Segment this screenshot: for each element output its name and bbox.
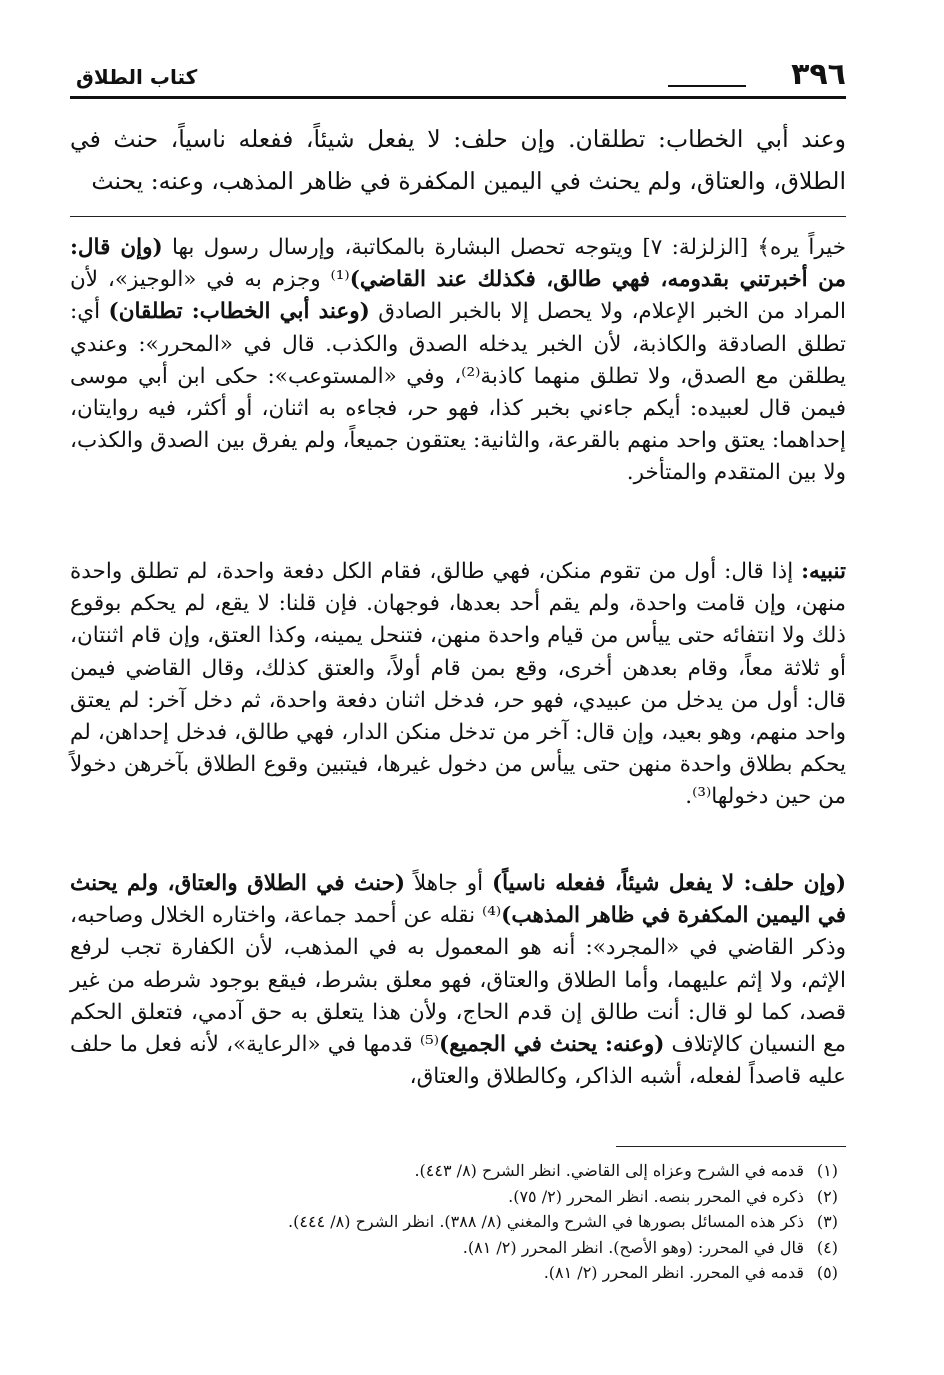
page-header — [70, 58, 846, 98]
footnote-text: قدمه في الشرح وعزاه إلى القاضي. انظر الشرح (٨/ ٤٤٣). — [414, 1161, 804, 1180]
quoted-matn: (حنث في الطلاق والعتاق، ولم يحنث في اليمين المكفرة في ظاهر المذهب) — [70, 871, 847, 929]
commentary-text: ⁽⁵⁾ قدمها في «الرعاية»، لأنه فعل ما حلف عليه قاصداً لفعله، أشبه الذاكر، وكالطلاق والعتاق، — [70, 1032, 846, 1090]
header-divider — [70, 96, 846, 99]
header-short-rule — [668, 85, 746, 87]
quoted-matn: (وعنه: يحنث في الجميع) — [439, 1032, 665, 1058]
commentary-paragraph-1 — [70, 232, 846, 490]
footnote — [70, 1209, 846, 1235]
footnote — [70, 1235, 846, 1261]
footnote-number: (٣) — [816, 1212, 838, 1232]
note-label: تنبيه: — [801, 559, 846, 584]
commentary-text: أو جاهلاً — [405, 871, 492, 896]
commentary-paragraph-3 — [70, 868, 846, 1093]
footnotes-divider — [616, 1146, 846, 1147]
commentary-text: خيراً يره﴾ [الزلزلة: ٧] ويتوجه تحصل البشارة بالمكاتبة، وإرسال رسول بها — [162, 235, 846, 260]
footnote — [70, 1184, 846, 1210]
commentary-text: أي: تطلق الصادقة والكاذبة، لأن الخبر يدخله الصدق والكذب. قال في «المحرر»: وعندي يطلقن مع الصدق، ولا تطلق منهما كاذبة⁽²⁾، وفي «المستوعب»: حكى ابن أبي موسى فيمن قال لعبيده: أيكم جاءني بخبر كذا، فهو حر، فجاءه به اثنان، أو أكثر، فيه روايتان، إحداهما: يعتق واحد منهم بالقرعة، والثانية: يعتقون جميعاً، ولم يفرق بين الصدق والكذب، ولا بين المتقدم والمتأخر. — [70, 299, 846, 486]
quoted-matn: (وعند أبي الخطاب: تطلقان) — [108, 299, 370, 325]
commentary-text: ⁽¹⁾ وجزم به في «الوجيز»، لأن المراد من الخبر الإعلام، ولا يحصل إلا بالخبر الصادق — [70, 267, 846, 325]
footnote-number: (٥) — [816, 1263, 838, 1283]
quoted-matn: (وإن حلف: لا يفعل شيئاً، ففعله ناسياً) — [491, 871, 846, 896]
commentary-text: ⁽⁴⁾ نقله عن أحمد جماعة، واختاره الخلال وصاحبه، وذكر القاضي في «المجرد»: أنه هو المعمول به في المذهب، لأن الكفارة تجب لرفع الإثم، ولا إثم عليهما، وأما الطلاق والعتاق، فهو معلق بشرط، فيقع بوجود شرطه من غير قصد، كما لو قال: أنت طالق إن قدم الحاج، ولأن هذا يتعلق به حق آدمي، فتعلق الحكم مع النسيان كالإتلاف — [70, 903, 846, 1058]
footnote-number: (١) — [816, 1161, 838, 1180]
footnote — [70, 1260, 846, 1286]
commentary-text: إذا قال: أول من تقوم منكن، فهي طالق، فقام الكل دفعة واحدة، لم تطلق واحدة منهن، وإن قامت واحدة، ولم يقم أحد بعدها، فوجهان. فإن قلنا: لا يقع، لم يحكم بوقوع ذلك ولا انتفائه حتى ييأس من قيام واحدة منهن، فتنحل يمينه، وكذا العتق، وإن قام اثنتان، أو ثلاثة معاً، وقام بعدهن أخرى، وقع بمن قام أولاً، والعتق كذلك، وقال القاضي فيمن قال: أول من يدخل من عبيدي، فهو حر، فدخل اثنان دفعة واحدة، ثم دخل آخر: لم يعتق واحد منهم، وهو بعيد، وإن قال: آخر من تدخل منكن الدار، فهي طالق، فدخل إحداهن، لم يحكم بطلاق واحدة منهن حتى ييأس من دخول غيرها، فيتبين وقوع الطلاق بآخرهن دخولاً من حين دخولها⁽³⁾. — [70, 559, 846, 810]
commentary-paragraph-2 — [70, 556, 846, 814]
quoted-matn: (وإن قال: من أخبرتني بقدومه، فهي طالق، فكذلك عند القاضي) — [70, 235, 846, 293]
footnote — [70, 1158, 846, 1184]
matn-text: وعند أبي الخطاب: تطلقان. وإن حلف: لا يفعل شيئاً، ففعله ناسياً، حنث في الطلاق، والعتاق، ولم يحنث في اليمين المكفرة في ظاهر المذهب، وعنه: يحنث — [70, 125, 846, 195]
footnote-text: ذكر هذه المسائل بصورها في الشرح والمغني (٨/ ٣٨٨). انظر الشرح (٨/ ٤٤٤). — [288, 1212, 804, 1232]
footnote-text: ذكره في المحرر بنصه. انظر المحرر (٢/ ٧٥). — [508, 1186, 804, 1206]
running-title: كتاب الطلاق — [76, 65, 198, 89]
footnote-text: قدمه في المحرر. انظر المحرر (٢/ ٨١). — [543, 1263, 804, 1283]
footnote-number: (٤) — [816, 1237, 838, 1257]
footnote-text: قال في المحرر: (وهو الأصح). انظر المحرر (٢/ ٨١). — [462, 1237, 804, 1257]
page-number: ٣٩٦ — [791, 57, 846, 92]
footnote-number: (٢) — [816, 1186, 838, 1206]
matn-divider — [70, 216, 846, 217]
footnotes — [70, 1158, 846, 1286]
